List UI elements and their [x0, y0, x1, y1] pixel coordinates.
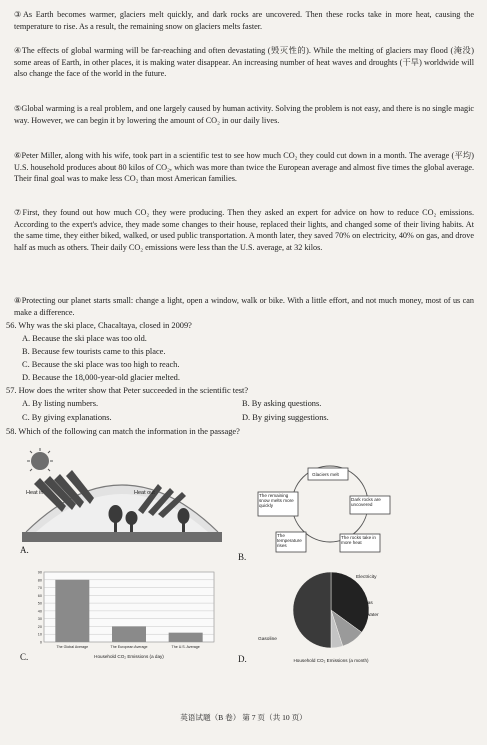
- paragraph-3: ③As Earth becomes warmer, glaciers melt quickly, and dark rocks are uncovered. Then these rocks take in more heat, causing the temperature to rise. As a result, the remaining snow on glaciers melts faster.: [14, 10, 474, 31]
- node-remaining-snow-fo: [259, 493, 297, 515]
- pie-label: Gas: [364, 601, 373, 606]
- paragraph-8: ⑧Protecting our planet starts small: change a light, open a window, walk or bike. With a little effort, and not much money, most of us can make a difference.: [14, 296, 474, 317]
- question-57-option-d[interactable]: D. By giving suggestions.: [242, 413, 329, 422]
- pie-label: Gasoline: [258, 637, 277, 642]
- question-56-option-c[interactable]: C. Because the ski place was too high to reach.: [22, 360, 180, 369]
- y-tick-label: 10: [37, 632, 42, 637]
- chart-c-caption: Household CO₂ Emissions (a day): [94, 654, 164, 659]
- node-remaining-snow-label: The remaining snow melts more quickly: [259, 493, 294, 509]
- y-tick-label: 90: [37, 570, 42, 575]
- x-tick-label: The Global Average: [56, 645, 89, 649]
- heat-in-label: Heat in: [26, 490, 44, 496]
- page-footer: 英语试题（B 卷） 第 7 页（共 10 页）: [180, 713, 307, 722]
- bar: [55, 580, 89, 642]
- question-56-option-d[interactable]: D. Because the 18,000-year-old glacier melted.: [22, 373, 180, 382]
- y-tick-label: 20: [37, 624, 42, 629]
- node-rocks-heat-label: The rocks take in more heat: [341, 535, 376, 546]
- question-57-option-c[interactable]: C. By giving explanations.: [22, 413, 112, 422]
- figure-b-letter: B.: [238, 552, 247, 562]
- y-tick-label: 40: [37, 609, 42, 614]
- node-rocks-heat-fo: [341, 535, 379, 551]
- figure-a-letter: A.: [20, 545, 29, 555]
- node-glaciers-melt-label: Glaciers melt: [312, 472, 339, 477]
- chart-d-caption: Household CO₂ Emissions (a month): [293, 658, 369, 663]
- heat-out-label: Heat out: [134, 490, 155, 496]
- question-56-option-a[interactable]: A. Because the ski place was too old.: [22, 334, 147, 343]
- y-tick-label: 30: [37, 617, 42, 622]
- x-tick-label: The European Average: [110, 645, 148, 649]
- question-58-stem: 58. Which of the following can match the information in the passage?: [6, 427, 240, 436]
- figure-d-letter: D.: [238, 654, 247, 664]
- sun-icon: [31, 452, 49, 470]
- node-temperature-fo: [277, 533, 305, 551]
- bar: [112, 626, 146, 642]
- bar: [169, 633, 203, 642]
- question-57-option-a[interactable]: A. By listing numbers.: [22, 399, 99, 408]
- x-tick-label: The U.S. Average: [171, 645, 200, 649]
- pie-label: Water: [366, 613, 379, 618]
- figure-c-letter: C.: [20, 652, 29, 662]
- pie-slice: [293, 572, 331, 648]
- question-56-option-b[interactable]: B. Because few tourists came to this place.: [22, 347, 166, 356]
- question-57-stem: 57. How does the writer show that Peter succeeded in the scientific test?: [6, 386, 249, 395]
- figure-a-greenhouse[interactable]: [22, 448, 222, 560]
- paragraph-5: ⑤Global warming is a real problem, and one largely caused by human activity. Solving the problem is not easy, and there is no single magic way. However, we can begin it by lowering the amount of CO₂ in our daily lives.: [14, 104, 474, 125]
- y-tick-label: 0: [39, 640, 42, 645]
- pie-label: Electricity: [356, 575, 377, 580]
- node-dark-rocks-label: Dark rocks are uncovered: [351, 497, 381, 508]
- figure-c-bar-chart[interactable]: [30, 566, 230, 662]
- paragraph-4: ④The effects of global warming will be far-reaching and often devastating (毁灭性的). While the melting of glaciers may flood (淹没) some areas of Earth, in other places, it is making water disappear. An increasing number of heat waves and droughts (干旱) worldwide will also change the face of the world in the future.: [14, 46, 474, 79]
- node-temperature-label: The temperature rises: [277, 533, 302, 549]
- question-57-option-b[interactable]: B. By asking questions.: [242, 399, 322, 408]
- paragraph-7: ⑦First, they found out how much CO₂ they were producing. Then they asked an expert for advice on how to reduce CO₂ emissions. According to the expert's advice, they made some changes to their house, replaced their lights, and changed some of their living habits. At the same time, they either biked, walked, or used public transportation. A month later, they saved 70% on electricity, 40% on gas, and drove half as much as others. Their daily CO₂ emissions were less than the U.S. average, at 32 kilos.: [14, 208, 474, 252]
- y-tick-label: 60: [37, 593, 42, 598]
- y-tick-label: 50: [37, 601, 42, 606]
- ground: [22, 532, 222, 542]
- node-dark-rocks-fo: [351, 497, 389, 513]
- figure-b-cycle-diagram[interactable]: [256, 452, 406, 560]
- question-56-stem: 56. Why was the ski place, Chacaltaya, closed in 2009?: [6, 321, 192, 330]
- paragraph-6: ⑥Peter Miller, along with his wife, took part in a scientific test to see how much CO₂ they could cut down in a month. The average (平均) U.S. household produces about 80 kilos of CO₂, which was more than twice the European average and almost five times the global average. Their final goal was to make less CO₂ than most American families.: [14, 151, 474, 184]
- y-tick-label: 70: [37, 586, 42, 591]
- figure-d-pie-chart[interactable]: [256, 566, 406, 666]
- y-tick-label: 80: [37, 578, 42, 583]
